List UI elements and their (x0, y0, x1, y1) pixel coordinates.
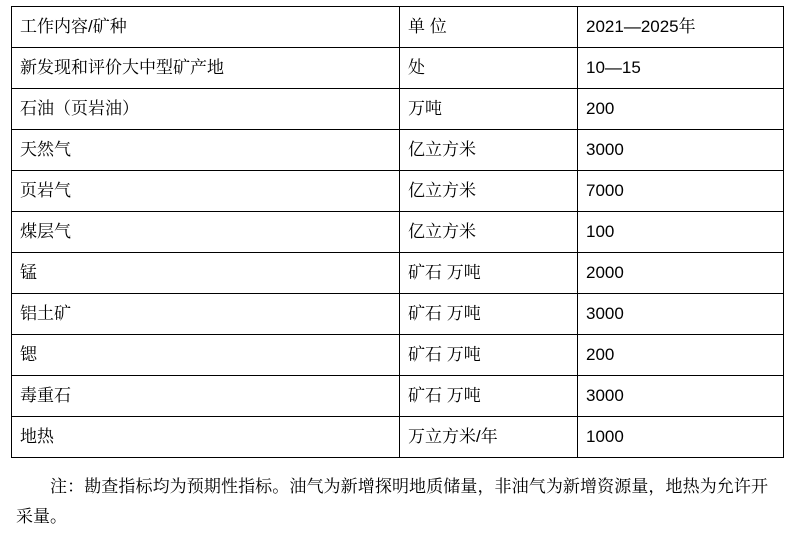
cell-work: 铝土矿 (12, 294, 400, 335)
table-row (12, 335, 784, 376)
table-row (12, 171, 784, 212)
cell-work: 新发现和评价大中型矿产地 (12, 48, 400, 89)
cell-work: 石油（页岩油） (12, 89, 400, 130)
cell-unit: 万立方米/年 (400, 417, 578, 458)
table-footnote: 注：勘查指标均为预期性指标。油气为新增探明地质储量，非油气为新增资源量，地热为允许开采量。 (16, 477, 768, 526)
table-header-row (12, 7, 784, 48)
header-cell-period: 2021—2025年 (578, 7, 784, 48)
cell-value: 100 (578, 212, 784, 253)
header-cell-unit: 单 位 (400, 7, 578, 48)
table-row (12, 253, 784, 294)
header-cell-work: 工作内容/矿种 (12, 7, 400, 48)
cell-value: 10—15 (578, 48, 784, 89)
cell-unit: 矿石 万吨 (400, 376, 578, 417)
table-row (12, 376, 784, 417)
table-row (12, 212, 784, 253)
cell-unit: 处 (400, 48, 578, 89)
cell-value: 3000 (578, 294, 784, 335)
cell-work: 天然气 (12, 130, 400, 171)
cell-unit: 万吨 (400, 89, 578, 130)
cell-unit: 亿立方米 (400, 171, 578, 212)
cell-work: 毒重石 (12, 376, 400, 417)
cell-work: 锰 (12, 253, 400, 294)
cell-unit: 亿立方米 (400, 130, 578, 171)
cell-value: 3000 (578, 130, 784, 171)
table-row (12, 294, 784, 335)
cell-value: 7000 (578, 171, 784, 212)
cell-value: 2000 (578, 253, 784, 294)
table-row (12, 89, 784, 130)
cell-work: 煤层气 (12, 212, 400, 253)
cell-value: 200 (578, 89, 784, 130)
mineral-exploration-table (11, 6, 784, 458)
cell-unit: 亿立方米 (400, 212, 578, 253)
cell-work: 页岩气 (12, 171, 400, 212)
cell-unit: 矿石 万吨 (400, 294, 578, 335)
cell-value: 200 (578, 335, 784, 376)
cell-unit: 矿石 万吨 (400, 253, 578, 294)
table-row (12, 130, 784, 171)
cell-work: 地热 (12, 417, 400, 458)
cell-value: 3000 (578, 376, 784, 417)
cell-unit: 矿石 万吨 (400, 335, 578, 376)
table-row (12, 417, 784, 458)
table-row (12, 48, 784, 89)
cell-work: 锶 (12, 335, 400, 376)
cell-value: 1000 (578, 417, 784, 458)
